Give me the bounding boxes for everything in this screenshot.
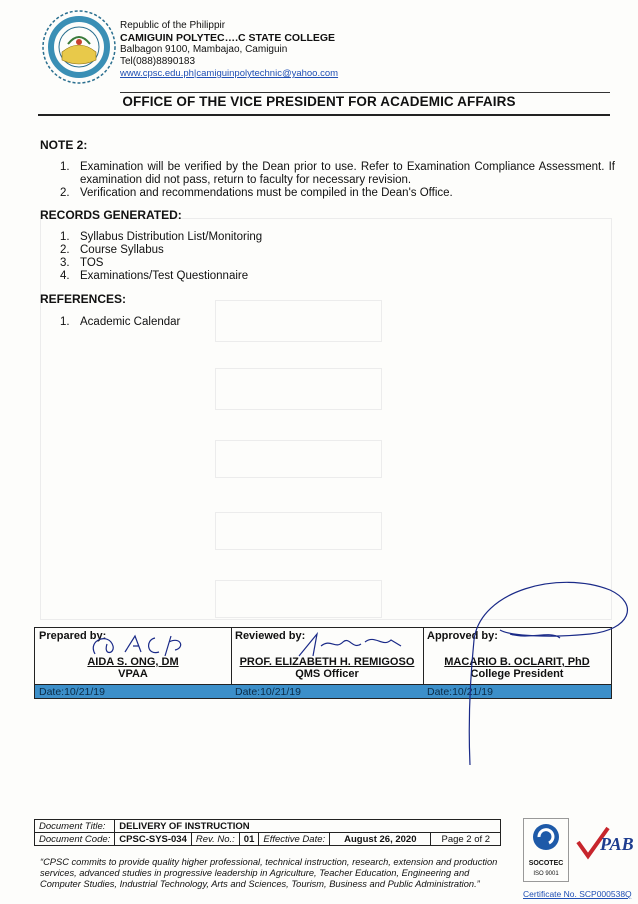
references-heading: REFERENCES:	[40, 292, 127, 306]
list-item	[60, 270, 615, 283]
item-text: Examinations/Test Questionnaire	[80, 270, 249, 282]
doc-code-label: Document Code:	[35, 833, 115, 846]
doc-code-value: CPSC-SYS-034	[115, 833, 192, 846]
approved-by-label: Approved by:	[427, 630, 498, 642]
prepared-by-role: VPAA	[118, 668, 148, 680]
effective-date-value: August 26, 2020	[330, 833, 431, 846]
reviewed-by-label: Reviewed by:	[235, 630, 306, 642]
bleed-through-box	[215, 512, 382, 550]
list-item	[60, 161, 615, 187]
header-telephone: Tel(088)8890183	[120, 56, 196, 67]
header-country: Republic of the Philippir	[120, 20, 226, 31]
college-seal-logo	[40, 8, 118, 86]
doc-title-value: DELIVERY OF INSTRUCTION	[115, 820, 501, 833]
reviewed-by-role: QMS Officer	[295, 668, 359, 680]
prepared-by-name: AIDA S. ONG, DM	[87, 656, 179, 668]
approved-by-role: College President	[470, 668, 564, 680]
item-number: 1.	[60, 161, 70, 173]
reviewed-by-date: Date:10/21/19	[231, 684, 423, 698]
title-divider	[38, 114, 610, 116]
reviewed-by-cell	[231, 628, 424, 698]
item-text: Verification and recommendations must be compiled in the Dean's Office.	[80, 187, 453, 199]
socotec-label: SOCOTEC	[528, 860, 564, 867]
item-text: Syllabus Distribution List/Monitoring	[80, 231, 263, 243]
item-number: 2.	[60, 244, 70, 256]
bleed-through-box	[215, 440, 382, 478]
header-school-name: CAMIGUIN POLYTEC….C STATE COLLEGE	[120, 32, 336, 44]
item-number: 1.	[60, 316, 70, 328]
item-number: 2.	[60, 187, 70, 199]
item-number: 3.	[60, 257, 70, 269]
socotec-certification-logo	[523, 818, 569, 882]
list-item	[60, 187, 615, 200]
item-text: Course Syllabus	[80, 244, 164, 256]
records-list	[60, 231, 615, 283]
item-text: Examination will be verified by the Dean prior to use. Refer to Examination Compliance Assessment. If examination did not pass, return to faculty for necessary revision.	[80, 161, 615, 186]
list-item	[60, 244, 615, 257]
list-item	[60, 316, 615, 329]
note-heading: NOTE 2:	[40, 138, 88, 152]
doc-title-label: Document Title:	[35, 820, 115, 833]
reviewed-by-name: PROF. ELIZABETH H. REMIGOSO	[239, 656, 415, 668]
list-item	[60, 257, 615, 270]
records-heading: RECORDS GENERATED:	[40, 208, 182, 222]
item-text: Academic Calendar	[80, 316, 181, 328]
quality-policy-statement: “CPSC commits to provide quality higher professional, technical instruction, research, extension and production services, advanced studies in progressive leadership in Agriculture, Teacher Education, Engineering and Computer Studies, Industrial Technology, Arts and Sciences, Tourism, Business and Public Administration.”	[40, 857, 498, 889]
approved-by-date: Date:10/21/19	[423, 684, 611, 698]
approver-signature-icon	[440, 560, 636, 770]
references-list	[60, 316, 615, 329]
item-text: TOS	[80, 257, 104, 269]
pab-accreditation-logo	[574, 822, 634, 880]
document-control-table	[34, 819, 501, 846]
header-website-link[interactable]: www.cpsc.edu.ph|camiguinpolytechnic@yahoo.com	[120, 68, 339, 79]
rev-value: 01	[239, 833, 259, 846]
office-title: OFFICE OF THE VICE PRESIDENT FOR ACADEMIC AFFAIRS	[122, 94, 516, 109]
pab-label: PAB	[600, 834, 634, 854]
page-number: Page 2 of 2	[431, 833, 501, 846]
rev-label: Rev. No.:	[191, 833, 239, 846]
certificate-number-link[interactable]: Certificate No. SCP000538Q	[523, 889, 632, 899]
bleed-through-box	[215, 368, 382, 410]
effective-date-label: Effective Date:	[259, 833, 330, 846]
iso-label: ISO 9001	[533, 871, 559, 877]
item-number: 4.	[60, 270, 70, 282]
prepared-by-label: Prepared by:	[39, 630, 107, 642]
approved-by-name: MACARIO B. OCLARIT, PhD	[444, 656, 590, 668]
item-number: 1.	[60, 231, 70, 243]
list-item	[60, 231, 615, 244]
header-address: Balbagon 9100, Mambajao, Camiguin	[120, 44, 288, 55]
prepared-by-cell	[35, 628, 232, 698]
note-list	[60, 161, 615, 200]
header-divider	[120, 92, 610, 93]
bleed-through-box	[215, 580, 382, 618]
prepared-by-date: Date:10/21/19	[35, 684, 231, 698]
socotec-emblem-icon	[524, 819, 568, 855]
